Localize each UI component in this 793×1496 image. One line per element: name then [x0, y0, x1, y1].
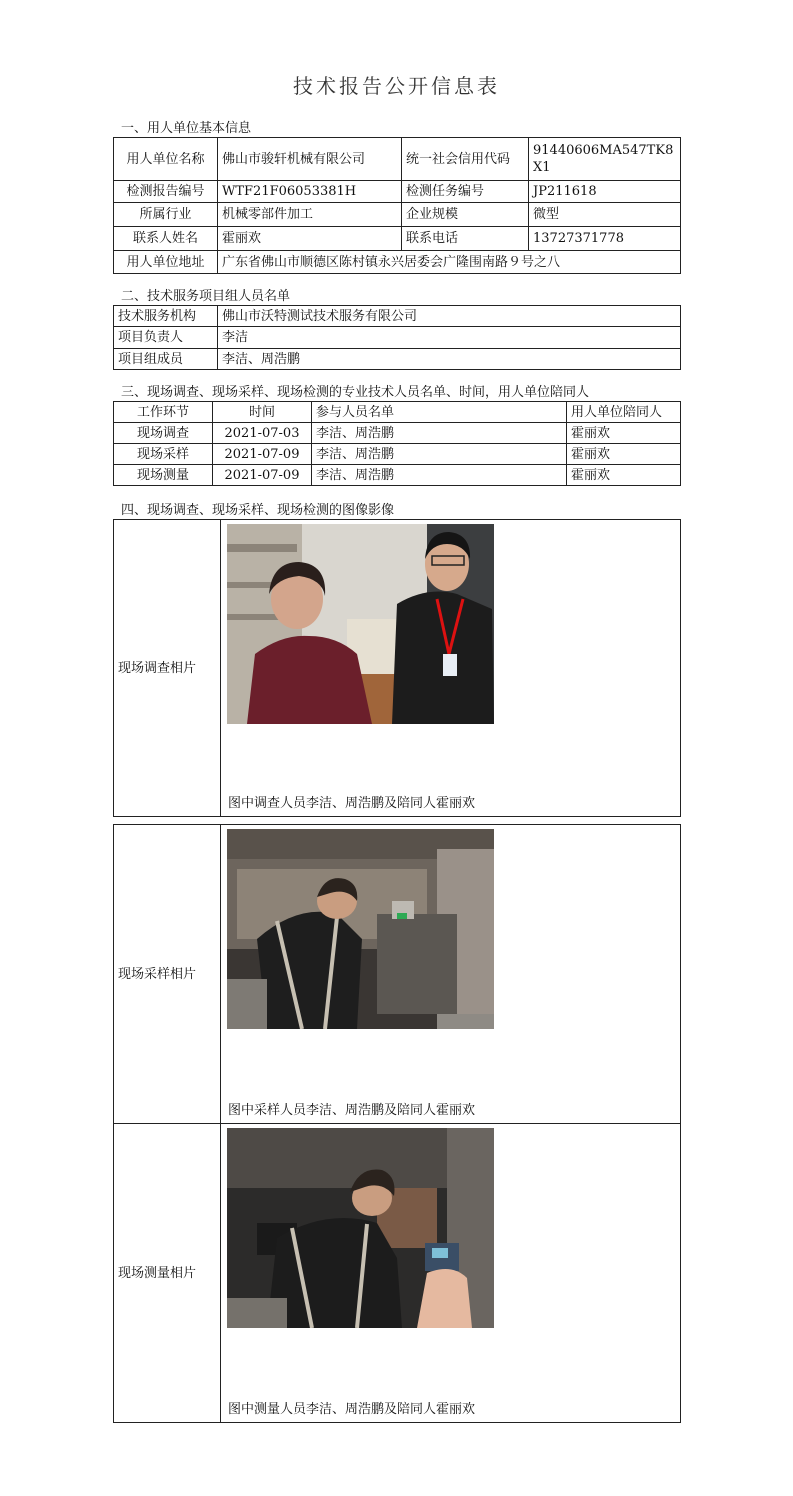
section4-heading: 四、现场调查、现场采样、现场检测的图像影像: [121, 503, 395, 518]
value-cell: WTF21F06053381H: [218, 181, 402, 203]
photo-label: 现场采样相片: [114, 825, 221, 1124]
team-table: [113, 305, 681, 370]
label-cell: 用人单位地址: [114, 251, 218, 274]
photo-caption: 图中采样人员李洁、周浩鹏及陪同人霍丽欢: [228, 1103, 476, 1118]
label-cell: 用人单位名称: [114, 138, 218, 181]
value-cell: 李洁: [218, 327, 681, 349]
table-cell: 现场采样: [114, 444, 213, 465]
table-cell: 霍丽欢: [567, 423, 681, 444]
value-cell: 李洁、周浩鹏: [218, 349, 681, 370]
value-cell: 91440606MA547TK8X1: [529, 138, 681, 181]
section1-heading: 一、用人单位基本信息: [121, 121, 252, 136]
table-row: [114, 423, 681, 444]
photo-cell: [221, 520, 681, 817]
table-row: [114, 251, 681, 274]
table-row: [114, 306, 681, 327]
column-header: 时间: [213, 402, 312, 423]
column-header: 用人单位陪同人: [567, 402, 681, 423]
table-row: [114, 349, 681, 370]
label-cell: 检测任务编号: [402, 181, 529, 203]
table-row: [114, 227, 681, 251]
value-cell: JP211618: [529, 181, 681, 203]
sampling-photo: [227, 829, 494, 1029]
table-row: [114, 138, 681, 181]
label-cell: 项目负责人: [114, 327, 218, 349]
photo-caption: 图中调查人员李洁、周浩鹏及陪同人霍丽欢: [228, 796, 476, 811]
label-cell: 检测报告编号: [114, 181, 218, 203]
table-row: [114, 203, 681, 227]
section3-heading: 三、现场调查、现场采样、现场检测的专业技术人员名单、时间，用人单位陪同人: [121, 385, 590, 400]
label-cell: 所属行业: [114, 203, 218, 227]
table-cell: 2021-07-09: [213, 465, 312, 486]
table-cell: 李洁、周浩鹏: [312, 423, 567, 444]
measurement-photo: [227, 1128, 494, 1328]
value-cell: 微型: [529, 203, 681, 227]
address-cell: 广东省佛山市顺德区陈村镇永兴居委会广隆围南路９号之八: [218, 251, 681, 274]
label-cell: 联系电话: [402, 227, 529, 251]
value-cell: 机械零部件加工: [218, 203, 402, 227]
label-cell: 技术服务机构: [114, 306, 218, 327]
photo-label: 现场调查相片: [114, 520, 221, 817]
label-cell: 统一社会信用代码: [402, 138, 529, 181]
table-cell: 现场测量: [114, 465, 213, 486]
table-cell: 2021-07-09: [213, 444, 312, 465]
table-row: [114, 181, 681, 203]
value-cell: 13727371778: [529, 227, 681, 251]
photo-cell: [221, 1124, 681, 1423]
basic-info-table: [113, 137, 681, 274]
table-cell: 李洁、周浩鹏: [312, 465, 567, 486]
photo-caption: 图中测量人员李洁、周浩鹏及陪同人霍丽欢: [228, 1402, 476, 1417]
label-cell: 联系人姓名: [114, 227, 218, 251]
personnel-table: [113, 401, 681, 486]
table-row: [114, 327, 681, 349]
column-header: 工作环节: [114, 402, 213, 423]
table-cell: 霍丽欢: [567, 444, 681, 465]
photo-cell: [221, 825, 681, 1124]
value-cell: 霍丽欢: [218, 227, 402, 251]
value-cell: 佛山市骏轩机械有限公司: [218, 138, 402, 181]
photo-table-survey: [113, 519, 681, 817]
section2-heading: 二、技术服务项目组人员名单: [121, 289, 291, 304]
table-row: [114, 444, 681, 465]
photo-table-sampling: [113, 824, 681, 1423]
label-cell: 企业规模: [402, 203, 529, 227]
survey-photo: [227, 524, 494, 724]
table-cell: 李洁、周浩鹏: [312, 444, 567, 465]
label-cell: 项目组成员: [114, 349, 218, 370]
value-cell: 佛山市沃特测试技术服务有限公司: [218, 306, 681, 327]
photo-label: 现场测量相片: [114, 1124, 221, 1423]
table-cell: 现场调查: [114, 423, 213, 444]
table-cell: 2021-07-03: [213, 423, 312, 444]
table-header-row: [114, 402, 681, 423]
column-header: 参与人员名单: [312, 402, 567, 423]
table-row: [114, 465, 681, 486]
table-cell: 霍丽欢: [567, 465, 681, 486]
page-title: 技术报告公开信息表: [293, 74, 500, 98]
